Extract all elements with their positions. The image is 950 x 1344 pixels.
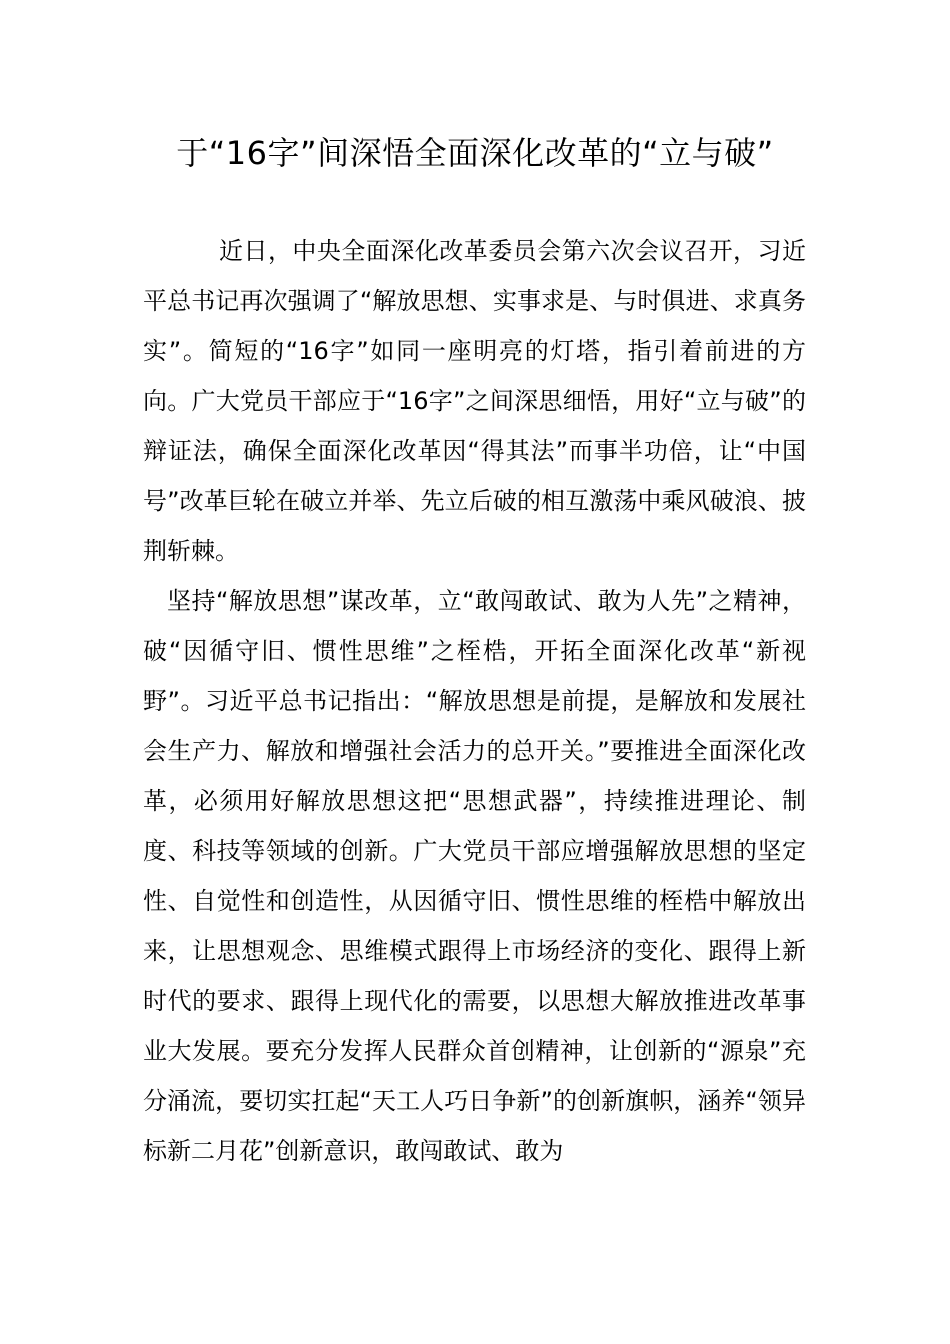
document-title: 于“16字”间深悟全面深化改革的“立与破”	[176, 134, 774, 172]
paragraph-intro: 近日，中央全面深化改革委员会第六次会议召开，习近平总书记再次强调了“解放思想、实事求是、与时俱进、求真务实”。简短的“16字”如同一座明亮的灯塔，指引着前进的方向。广大党员干部应于“16字”之间深思细悟，用好“立与破”的辩证法，确保全面深化改革因“得其法”而事半功倍，让“中国号”改革巨轮在破立并举、先立后破的相互激荡中乘风破浪、披荆斩棘。	[143, 237, 806, 565]
document-body	[143, 226, 806, 1176]
paragraph-liberate-thought: 坚持“解放思想”谋改革，立“敢闯敢试、敢为人先”之精神，破“因循守旧、惯性思维”之桎梏，开拓全面深化改革“新视野”。习近平总书记指出：“解放思想是前提，是解放和发展社会生产力、解放和增强社会活力的总开关。”要推进全面深化改革，必须用好解放思想这把“思想武器”，持续推进理论、制度、科技等领域的创新。广大党员干部应增强解放思想的坚定性、自觉性和创造性，从因循守旧、惯性思维的桎梏中解放出来，让思想观念、思维模式跟得上市场经济的变化、跟得上新时代的要求、跟得上现代化的需要，以思想大解放推进改革事业大发展。要充分发挥人民群众首创精神，让创新的“源泉”充分涌流，要切实扛起“天工人巧日争新”的创新旗帜，涵养“领异标新二月花”创新意识，敢闯敢试、敢为	[143, 587, 806, 1165]
